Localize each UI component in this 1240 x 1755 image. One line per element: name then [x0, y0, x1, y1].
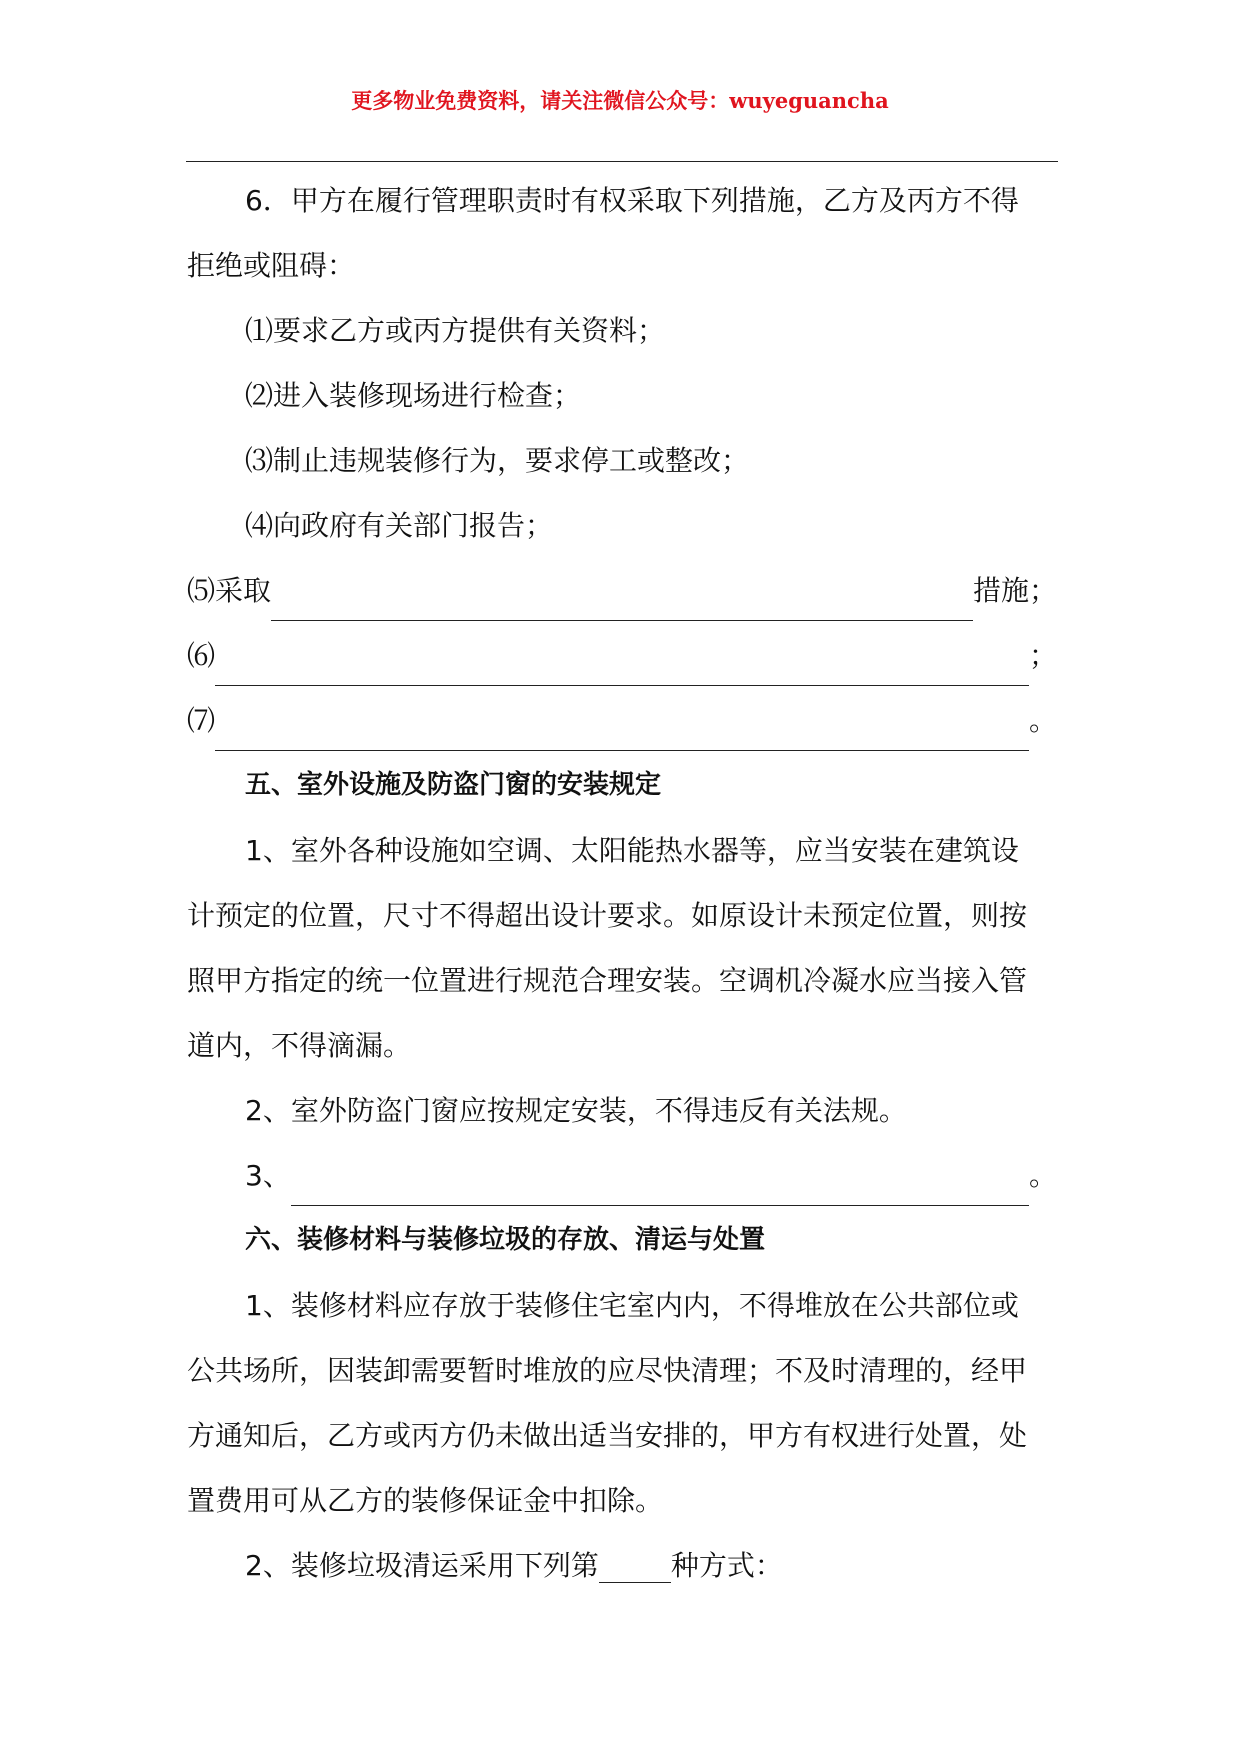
section-6-p1-line-2: 公共场所，因装卸需要暂时堆放的应尽快清理；不及时清理的，经甲: [187, 1354, 1028, 1387]
measure-item-7-blank[interactable]: [215, 702, 1029, 751]
section-5-p3-prefix: 3、: [245, 1159, 291, 1192]
measure-item-7-suffix: 。: [1028, 704, 1057, 737]
measure-item-3: ⑶制止违规装修行为，要求停工或整改；: [245, 444, 750, 477]
section-6-p2-blank[interactable]: [599, 1548, 671, 1583]
measure-item-6-blank[interactable]: [215, 637, 1029, 686]
document-body: [187, 168, 1057, 1598]
section-5-p1-line-4: 道内，不得滴漏。: [187, 1029, 412, 1062]
section-5-p1-line-2: 计预定的位置，尺寸不得超出设计要求。如原设计未预定位置，则按: [187, 899, 1028, 932]
section-5-heading: 五、室外设施及防盗门窗的安装规定: [245, 770, 662, 800]
measure-item-5-prefix: ⑸采取: [187, 574, 272, 607]
section-5-p3: [187, 1143, 1057, 1208]
clause-6-line-1: 6．甲方在履行管理职责时有权采取下列措施，乙方及丙方不得: [245, 184, 1019, 217]
section-5-p3-blank[interactable]: [291, 1157, 1029, 1206]
section-5-p1-line-3: 照甲方指定的统一位置进行规范合理安装。空调机冷凝水应当接入管: [187, 964, 1028, 997]
section-6-p2-suffix: 种方式：: [670, 1549, 783, 1582]
header-divider: [186, 161, 1058, 162]
measure-item-2: ⑵进入装修现场进行检查；: [245, 379, 582, 412]
section-6-p1-line-3: 方通知后，乙方或丙方仍未做出适当安排的，甲方有权进行处置，处: [187, 1419, 1028, 1452]
measure-item-6-prefix: ⑹: [187, 639, 216, 672]
section-6-p1-line-1: 1、装修材料应存放于装修住宅室内内，不得堆放在公共部位或: [245, 1289, 1019, 1322]
section-5-p2: 2、室外防盗门窗应按规定安装，不得违反有关法规。: [245, 1094, 907, 1127]
section-6-heading: 六、装修材料与装修垃圾的存放、清运与处置: [245, 1225, 766, 1255]
measure-item-6-suffix: ；: [1028, 639, 1057, 672]
clause-6-line-2: 拒绝或阻碍：: [187, 249, 356, 282]
measure-item-7: [187, 688, 1057, 753]
measure-item-1: ⑴要求乙方或丙方提供有关资料；: [245, 314, 666, 347]
section-5-p3-suffix: 。: [1028, 1159, 1057, 1192]
measure-item-4: ⑷向政府有关部门报告；: [245, 509, 554, 542]
section-5-p1-line-1: 1、室外各种设施如空调、太阳能热水器等，应当安装在建筑设: [245, 834, 1019, 867]
measure-item-6: [187, 623, 1057, 688]
page-header-notice: 更多物业免费资料，请关注微信公众号：wuyeguancha: [351, 88, 889, 113]
section-6-p1-line-4: 置费用可从乙方的装修保证金中扣除。: [187, 1484, 664, 1517]
measure-item-5-blank[interactable]: [271, 572, 973, 621]
section-6-p2-prefix: 2、装修垃圾清运采用下列第: [245, 1549, 599, 1582]
measure-item-5-suffix: 措施；: [972, 574, 1057, 607]
section-6-p2: [187, 1533, 1057, 1598]
measure-item-7-prefix: ⑺: [187, 704, 216, 737]
measure-item-5: [187, 558, 1057, 623]
